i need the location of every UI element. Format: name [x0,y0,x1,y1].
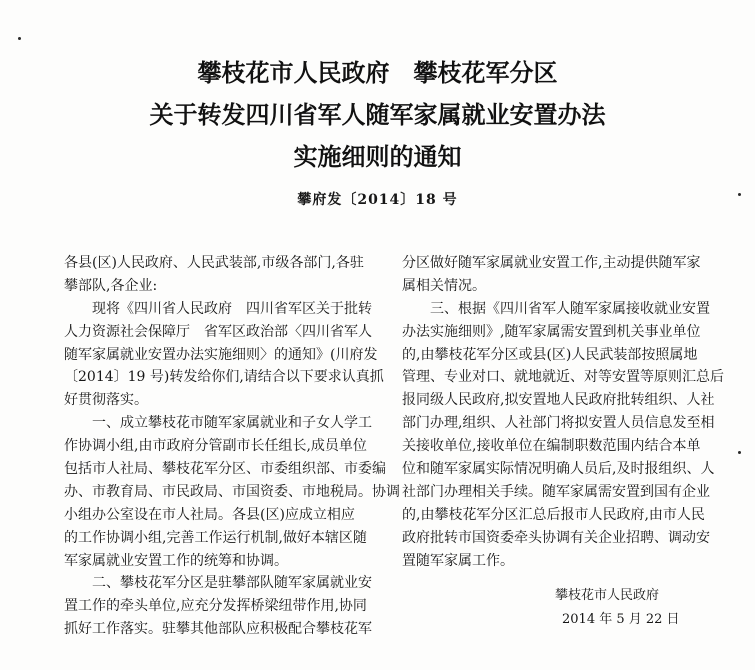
right-line: 的,由攀枝花军分区或县(区)人民武装部按照属地 [402,346,698,363]
right-line: 报同级人民政府,拟安置地人民政府批转组织、人社 [402,392,715,409]
right-line: 政府批转市国资委牵头协调有关企业招聘、调动安 [402,529,710,546]
left-line: 攀部队,各企业: [64,277,158,294]
left-line: 一、成立攀枝花市随军家属就业和子女人学工 [92,415,372,432]
right-line: 关接收单位,接收单位在编制职数范围内结合本单 [402,438,701,455]
scan-speck [738,451,741,454]
left-line: 抓好工作落实。驻攀其他部队应积极配合攀枝花军 [64,621,372,638]
signature-issuer: 攀枝花市人民政府 [555,588,660,603]
left-line: 好贯彻落实。 [64,392,148,409]
left-line: 〔2014〕19 号)转发给你们,请结合以下要求认真抓 [64,369,384,386]
left-line: 置工作的牵头单位,应充分发挥桥梁纽带作用,协同 [64,598,367,615]
left-line: 人力资源社会保障厅 省军区政治部〈四川省军人 [64,323,372,340]
left-line: 各县(区)人民政府、人民武装部,市级各部门,各驻 [64,255,364,271]
left-line: 随军家属就业安置办法实施细则〉的通知》(川府发 [64,346,378,363]
title-line-2: 关于转发四川省军人随军家属就业安置办法 [149,101,606,129]
right-line: 位和随军家属实际情况明确人员后,及时报组织、人 [402,461,715,478]
left-line: 包括市人社局、攀枝花军分区、市委组织部、市委编 [64,461,386,478]
body-right-column [402,252,722,572]
signature-date: 2014 年 5 月 22 日 [562,612,680,627]
left-line: 二、攀枝花军分区是驻攀部队随军家属就业安 [92,575,372,592]
left-line: 现将《四川省人民政府 四川省军区关于批转 [92,300,372,317]
body-left-column [64,252,400,641]
right-line: 属相关情况。 [402,277,486,294]
right-line: 办法实施细则》,随军家属需安置到机关事业单位 [402,323,701,340]
right-line: 的,由攀枝花军分区汇总后报市人民政府,由市人民 [402,506,705,523]
right-line: 社部门办理相关手续。随军家属需安置到国有企业 [402,483,710,500]
document-number: 攀府发〔2014〕18 号 [297,192,458,208]
title-line-1: 攀枝花市人民政府 攀枝花军分区 [197,59,558,87]
right-line: 部门办理,组织、人社部门将拟安置人员信息发至相 [402,415,715,432]
left-line: 小组办公室设在市人社局。各县(区)应成立相应 [64,506,355,523]
right-line: 三、根据《四川省军人随军家属接收就业安置 [430,300,710,317]
left-line: 的工作协调小组,完善工作运行机制,做好本辖区随 [64,529,367,546]
title-line-3: 实施细则的通知 [293,143,462,171]
right-line: 置随军家属工作。 [402,552,514,569]
scan-speck [18,37,21,40]
right-line: 分区做好随军家属就业安置工作,主动提供随军家 [402,255,701,271]
right-line: 管理、专业对口、就地就近、对等安置等原则汇总后 [402,369,724,386]
left-line: 作协调小组,由市政府分管副市长任组长,成员单位 [64,438,367,455]
left-line: 军家属就业安置工作的统筹和协调。 [64,552,288,569]
left-line: 办、市教育局、市民政局、市国资委、市地税局。协调 [64,483,400,500]
